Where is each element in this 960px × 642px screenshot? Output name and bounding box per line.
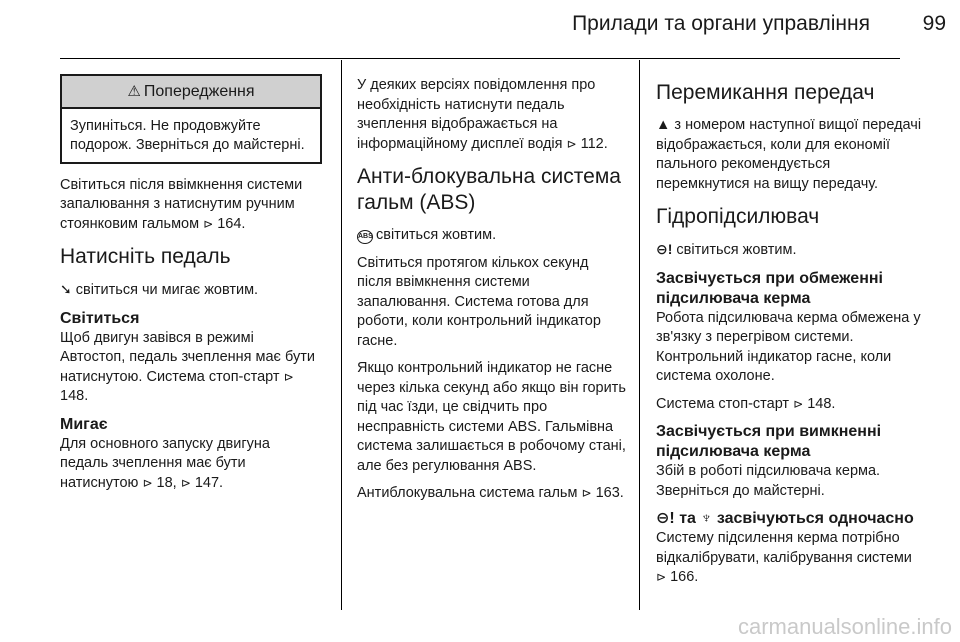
page-reference[interactable]: 18,: [156, 474, 177, 491]
arrow-up-icon: ▲: [656, 117, 671, 133]
header-rule: [60, 58, 900, 59]
both-text: Систему підсилення керма потрібно відкалібрувати, калібрування системи: [656, 530, 912, 566]
disabled-paragraph: Збій в роботі підсилювача керма. Зверніться до майстерні.: [656, 463, 881, 499]
subheading-reduced: Засвічується при обмеженні підсилювача керма: [656, 269, 883, 307]
press-pedal-line: [60, 280, 322, 301]
subheading-flash: Мигає: [60, 415, 108, 433]
power-steering-line: [656, 240, 922, 261]
page-reference[interactable]: 164.: [217, 215, 246, 232]
abs-p3-text: Антиблокувальна система гальм: [357, 485, 578, 501]
page-reference[interactable]: 148.: [60, 388, 89, 404]
abs-line: [357, 226, 627, 246]
flash-paragraph: [60, 435, 322, 494]
reduced-p2-text: Система стоп-старт: [656, 395, 790, 412]
steering-wheel-icon: ♆: [700, 510, 713, 527]
subheading-disabled: Засвічується при вимкненні підсилювача керма: [656, 423, 882, 460]
column-3: [656, 76, 922, 596]
section-heading-abs: Анти-блокувальна система гальм (ABS): [357, 165, 621, 214]
section-heading-power-steering: Гідропідсилювач: [656, 205, 820, 228]
lit-text: Щоб двигун завівся в режимі Автостоп, педаль зчеплення має бути натиснутою. Система стоп-старт: [60, 329, 315, 385]
warning-triangle-icon: ⚠: [127, 83, 141, 100]
abs-paragraph-3: [357, 484, 627, 504]
section-heading-press-pedal: Натисніть педаль: [60, 245, 231, 268]
reduced-paragraph-2: [656, 395, 922, 415]
cross-reference-arrow-icon: ⊳: [581, 486, 592, 500]
shift-text: з номером наступної вищої передачі відображається, коли для економії пального рекомендується перемкнутися на вищу передачу.: [656, 117, 922, 192]
heading-rest: засвічуються одночасно: [716, 510, 914, 527]
page-reference[interactable]: 163.: [595, 485, 624, 501]
steering-wheel-exclamation-icon: ⊖!: [656, 510, 675, 527]
lit-paragraph: [60, 329, 322, 407]
pedal-indicator-icon: ➘: [60, 281, 72, 297]
page-number: 99: [922, 12, 946, 35]
both-paragraph: [656, 529, 922, 588]
cross-reference-arrow-icon: ⊳: [283, 369, 294, 384]
abs-line-text: світиться жовтим.: [376, 227, 497, 243]
column-2: [357, 76, 627, 512]
page-reference[interactable]: 147.: [194, 474, 224, 491]
abs-paragraph-1: Світиться протягом кількох секунд після ввімкнення системи запалювання. Система готова для роботи, коли контрольний індикатор гасне.: [357, 254, 601, 349]
steering-wheel-exclamation-icon: ⊖!: [656, 241, 673, 257]
intro-text: Світиться після ввімкнення системи запалювання з натиснутим ручним стоянковим гальмом: [60, 176, 303, 232]
cross-reference-arrow-icon: ⊳: [180, 475, 191, 490]
shift-paragraph: [656, 116, 922, 194]
cross-reference-arrow-icon: ⊳: [566, 136, 577, 151]
warning-box: [60, 74, 322, 164]
cross-reference-arrow-icon: ⊳: [793, 396, 804, 411]
reduced-paragraph-1: Робота підсилювача керма обмежена у зв'язку з перегрівом системи. Контрольний індикатор гасне, коли система охолоне.: [656, 309, 921, 384]
cross-reference-arrow-icon: ⊳: [142, 475, 153, 490]
flash-text: Для основного запуску двигуна педаль зчеплення має бути натиснутою: [60, 435, 270, 491]
cross-reference-arrow-icon: ⊳: [203, 216, 214, 231]
abs-indicator-icon: ABS: [357, 230, 373, 244]
heading-and: та: [679, 510, 696, 527]
warning-body: Зупиніться. Не продовжуйте подорож. Зверніться до майстерні.: [70, 117, 305, 153]
column-divider-2: [639, 60, 640, 610]
col2-intro-paragraph: [357, 76, 627, 154]
warning-title: Попередження: [143, 83, 255, 100]
column-1: [60, 74, 322, 501]
section-heading-shift: Перемикання передач: [656, 81, 875, 104]
col2-intro-text: У деяких версіях повідомлення про необхідність натиснути педаль зчеплення відображається на інформаційному дисплеї водія: [357, 77, 596, 152]
page-reference[interactable]: 148.: [807, 395, 836, 412]
subheading-lit: Світиться: [60, 309, 140, 327]
intro-paragraph: [60, 176, 322, 235]
watermark: carmanualsonline.info: [737, 614, 952, 639]
cross-reference-arrow-icon: ⊳: [656, 570, 667, 584]
page-title: Прилади та органи управління: [572, 12, 870, 35]
press-pedal-text: світиться чи мигає жовтим.: [75, 282, 259, 298]
column-divider-1: [341, 60, 342, 610]
page-reference[interactable]: 166.: [670, 569, 699, 585]
page-reference[interactable]: 112.: [580, 135, 608, 152]
subheading-both: [656, 509, 922, 529]
warning-heading: [62, 76, 320, 109]
abs-paragraph-2: Якщо контрольний індикатор не гасне через кілька секунд або якщо він горить під час їзди, це свідчить про несправність системи ABS. Гальмівна система залишається в робочому стані, але без регулювання ABS.: [357, 360, 626, 474]
power-steering-text: світиться жовтим.: [676, 242, 797, 258]
